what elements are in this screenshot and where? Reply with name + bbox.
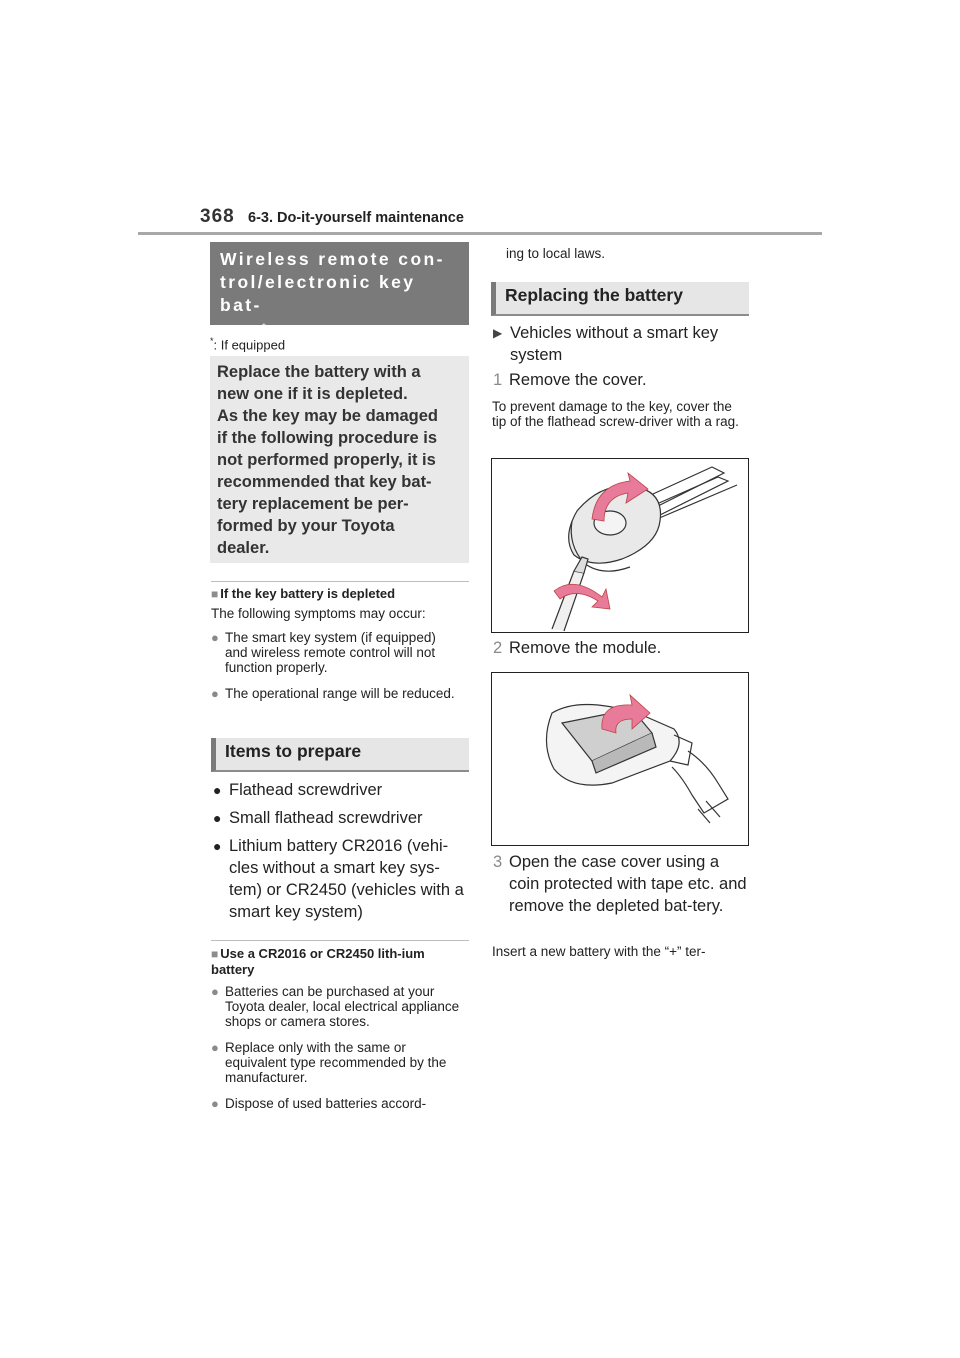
bullet-dot-icon: ● — [211, 1040, 219, 1055]
list-item — [213, 807, 475, 829]
section-title: 6-3. Do-it-yourself maintenance — [248, 210, 464, 226]
step-text: Open the case cover using a coin protected with tape etc. and remove the depleted bat-tery. — [509, 853, 747, 915]
warning-line: if the following procedure is — [217, 429, 438, 447]
list-item — [211, 984, 473, 1029]
key-module-illustration — [492, 673, 748, 845]
step-number: 1 — [493, 371, 503, 389]
bullet-dot-icon: ● — [213, 838, 222, 854]
main-title-box — [210, 242, 469, 342]
item-text: Lithium battery CR2016 (vehi-cles without a smart key sys-tem) or CR2450 (vehicles with a smart key system) — [229, 837, 464, 921]
bullet-dot-icon: ● — [213, 782, 222, 798]
step-note: To prevent damage to the key, cover the tip of the flathead screw-driver with a rag. — [492, 399, 739, 429]
step-number: 3 — [493, 853, 503, 871]
use-battery-heading — [211, 946, 469, 977]
step-text: Remove the module. — [509, 639, 662, 657]
replacing-heading: Replacing the battery — [491, 282, 749, 316]
step-item — [492, 637, 752, 659]
bullet-dot-icon: ● — [211, 1096, 219, 1111]
bullet-dot-icon: ● — [211, 686, 219, 701]
bullet-text: Batteries can be purchased at your Toyota dealer, local electrical appliance shops or camera stores. — [225, 984, 460, 1029]
warning-box — [210, 356, 469, 563]
bullet-dot-icon: ● — [213, 810, 222, 826]
list-item — [211, 1040, 473, 1085]
warning-line: not performed properly, it is — [217, 451, 436, 469]
step-item — [492, 369, 752, 391]
warning-line: As the key may be damaged — [217, 407, 439, 425]
square-icon: ■ — [211, 587, 219, 601]
warning-line: recommended that key bat- — [217, 473, 432, 491]
bullet-text: The operational range will be reduced. — [225, 686, 455, 701]
bullet-text: Dispose of used batteries accord- — [225, 1096, 427, 1111]
figure-remove-cover — [491, 458, 749, 633]
title-line-2: trol/electronic key bat- — [220, 272, 416, 315]
depleted-heading — [211, 586, 395, 602]
use-battery-heading-text: Use a CR2016 or CR2450 lith-ium battery — [211, 946, 425, 977]
square-icon: ■ — [211, 947, 219, 961]
separator-rule — [211, 581, 469, 582]
warning-line: dealer. — [217, 539, 270, 557]
item-text: Small flathead screwdriver — [229, 809, 423, 827]
page-number: 368 — [200, 206, 235, 227]
warning-line: formed by your Toyota — [217, 517, 395, 535]
key-cover-illustration — [492, 459, 748, 632]
warning-line: tery replacement be per- — [217, 495, 409, 513]
sub-condition-text: Vehicles without a smart key system — [510, 324, 719, 364]
step-text: Remove the cover. — [509, 371, 647, 389]
list-item — [213, 779, 475, 801]
continuation-text: ing to local laws. — [506, 246, 606, 261]
step-item — [492, 851, 752, 917]
items-heading: Items to prepare — [211, 738, 469, 772]
title-line-3: tery — [220, 321, 262, 342]
bullet-text: The smart key system (if equipped) and wireless remote control will not function properly. — [225, 630, 436, 675]
separator-rule — [211, 940, 469, 941]
step-note: Insert a new battery with the “+” ter- — [492, 944, 706, 959]
bullet-dot-icon: ● — [211, 630, 219, 645]
warning-line: new one if it is depleted. — [217, 385, 408, 403]
title-footnote-mark: * — [261, 322, 266, 334]
item-text: Flathead screwdriver — [229, 781, 383, 799]
bullet-text: Replace only with the same or equivalent type recommended by the manufacturer. — [225, 1040, 447, 1085]
list-item — [211, 1096, 473, 1111]
header-rule — [138, 232, 822, 235]
title-line-1: Wireless remote con- — [220, 249, 445, 269]
list-item — [211, 686, 473, 701]
footnote-text: : If equipped — [213, 337, 286, 353]
sub-condition — [493, 322, 751, 366]
depleted-intro: The following symptoms may occur: — [211, 606, 426, 621]
triangle-icon: ▶ — [493, 326, 503, 340]
list-item — [211, 630, 473, 675]
list-item — [213, 835, 475, 923]
footnote — [210, 336, 285, 352]
depleted-heading-text: If the key battery is depleted — [220, 586, 396, 601]
step-number: 2 — [493, 639, 503, 657]
footnote-mark: * — [210, 336, 214, 346]
bullet-dot-icon: ● — [211, 984, 219, 999]
figure-remove-module — [491, 672, 749, 846]
warning-line: Replace the battery with a — [217, 363, 421, 381]
